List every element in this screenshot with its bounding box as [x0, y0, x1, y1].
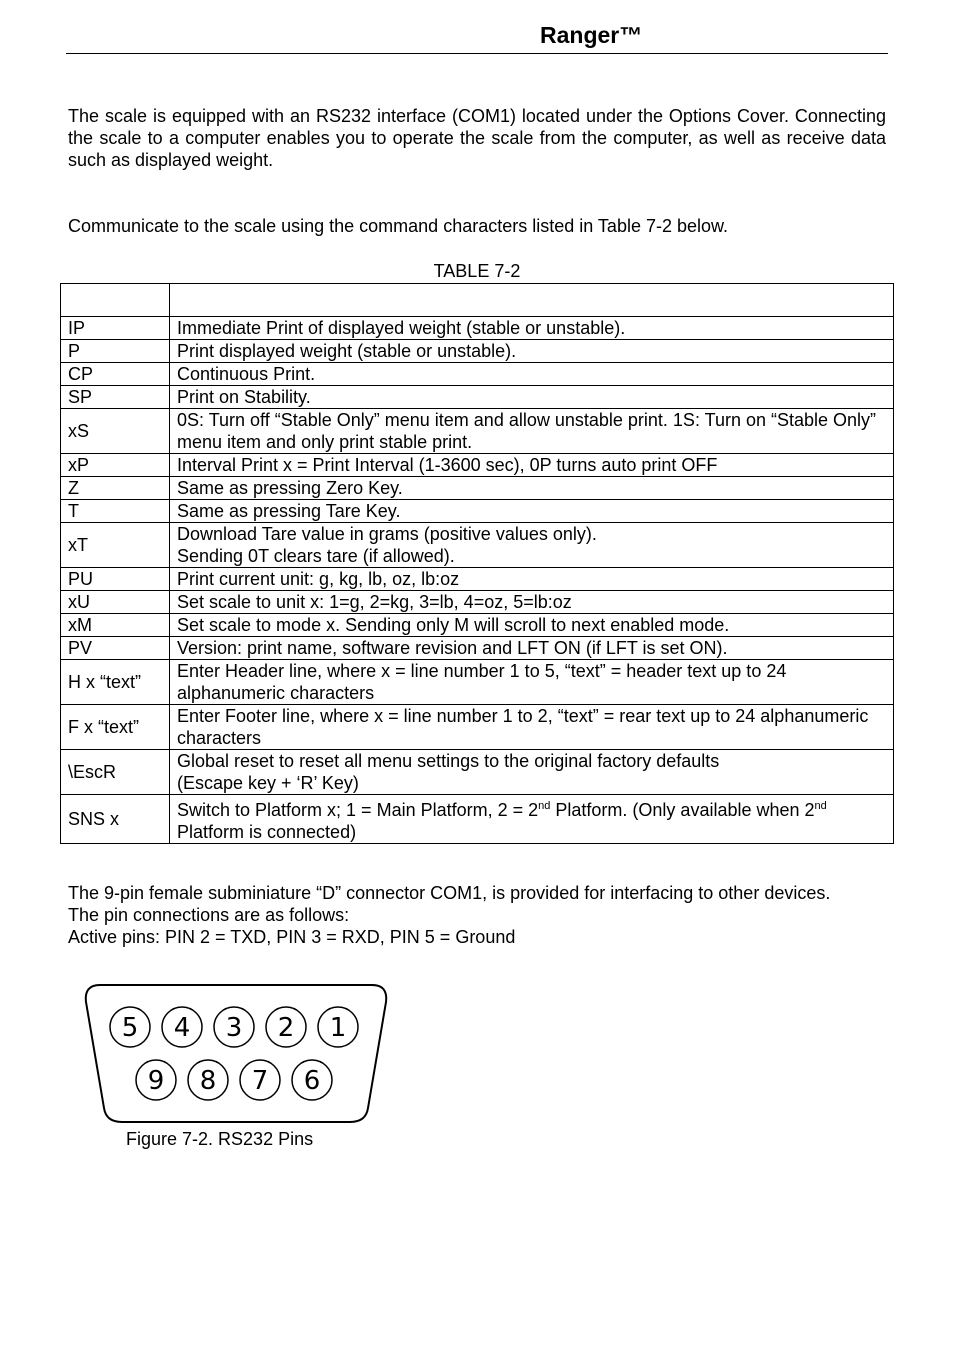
pin-label: 1 — [329, 1013, 347, 1043]
table-row — [61, 750, 894, 795]
command-cell: F x “text” — [61, 705, 170, 750]
command-cell: P — [61, 340, 170, 363]
table-row — [61, 409, 894, 454]
table-row — [61, 363, 894, 386]
desc-text: Switch to Platform x; 1 = Main Platform, 2 = 2 — [177, 800, 539, 820]
description-cell: 0S: Turn off “Stable Only” menu item and allow unstable print. 1S: Turn on “Stable Only” menu item and only print stable print. — [170, 409, 894, 454]
description-cell: Enter Footer line, where x = line number 1 to 2, “text” = rear text up to 24 alphanumeric characters — [170, 705, 894, 750]
communicate-paragraph: Communicate to the scale using the command characters listed in Table 7-2 below. — [68, 216, 729, 236]
table-row — [61, 637, 894, 660]
table-row — [61, 523, 894, 568]
description-cell: Print current unit: g, kg, lb, oz, lb:oz — [170, 568, 894, 591]
connector-line-1: The 9-pin female subminiature “D” connector COM1, is provided for interfacing to other devices. — [68, 883, 831, 903]
command-cell: Z — [61, 477, 170, 500]
description-cell: Same as pressing Zero Key. — [170, 477, 894, 500]
table-row — [61, 795, 894, 844]
command-cell: SP — [61, 386, 170, 409]
table-row — [61, 568, 894, 591]
command-cell: xM — [61, 614, 170, 637]
superscript: nd — [814, 800, 827, 812]
description-cell: Global reset to reset all menu settings to the original factory defaults (Escape key + ‘R’ Key) — [170, 750, 894, 795]
description-cell: Interval Print x = Print Interval (1-3600 sec), 0P turns auto print OFF — [170, 454, 894, 477]
intro-paragraph: The scale is equipped with an RS232 interface (COM1) located under the Options Cover. Connecting the scale to a computer enables you to operate the scale from the computer, as well as receive data such as displayed weight. — [68, 106, 886, 170]
connector-line-2: The pin connections are as follows: — [68, 905, 350, 925]
description-cell: Set scale to mode x. Sending only M will scroll to next enabled mode. — [170, 614, 894, 637]
description-cell: Print displayed weight (stable or unstable). — [170, 340, 894, 363]
table-row — [61, 614, 894, 637]
command-cell: xP — [61, 454, 170, 477]
command-cell: IP — [61, 317, 170, 340]
command-cell: CP — [61, 363, 170, 386]
command-cell: \EscR — [61, 750, 170, 795]
description-cell: Continuous Print. — [170, 363, 894, 386]
command-cell: xT — [61, 523, 170, 568]
table-header-cell — [61, 284, 170, 317]
table-row — [61, 386, 894, 409]
pin-label: 5 — [121, 1013, 139, 1043]
description-cell: Download Tare value in grams (positive values only). Sending 0T clears tare (if allowed). — [170, 523, 894, 568]
table-row — [61, 660, 894, 705]
table-row — [61, 317, 894, 340]
pin-label: 6 — [303, 1066, 321, 1096]
superscript: nd — [538, 800, 551, 812]
command-cell: H x “text” — [61, 660, 170, 705]
command-table — [60, 283, 894, 844]
table-header-cell — [170, 284, 894, 317]
description-cell — [170, 795, 894, 844]
desc-text: Platform. (Only available when 2 — [550, 800, 815, 820]
description-cell: Immediate Print of displayed weight (stable or unstable). — [170, 317, 894, 340]
table-row — [61, 705, 894, 750]
rs232-connector-figure — [80, 980, 400, 1135]
figure-caption: Figure 7-2. RS232 Pins — [126, 1129, 314, 1149]
command-cell: SNS x — [61, 795, 170, 844]
table-row — [61, 477, 894, 500]
header-divider — [66, 53, 888, 54]
pin-label: 9 — [147, 1066, 165, 1096]
table-row — [61, 591, 894, 614]
description-cell: Enter Header line, where x = line number 1 to 5, “text” = header text up to 24 alphanumeric characters — [170, 660, 894, 705]
pin-label: 2 — [277, 1013, 295, 1043]
command-cell: PV — [61, 637, 170, 660]
command-cell: xU — [61, 591, 170, 614]
table-row — [61, 340, 894, 363]
table-row — [61, 454, 894, 477]
description-cell: Same as pressing Tare Key. — [170, 500, 894, 523]
table-caption: TABLE 7-2 — [433, 261, 521, 281]
table-header-row — [61, 284, 894, 317]
pin-label: 4 — [173, 1013, 191, 1043]
desc-text: Platform is connected) — [177, 822, 357, 842]
command-cell: T — [61, 500, 170, 523]
description-cell: Set scale to unit x: 1=g, 2=kg, 3=lb, 4=oz, 5=lb:oz — [170, 591, 894, 614]
pin-label: 3 — [225, 1013, 243, 1043]
connector-description — [68, 882, 886, 948]
pin-label: 7 — [251, 1066, 269, 1096]
command-cell: PU — [61, 568, 170, 591]
connector-line-3: Active pins: PIN 2 = TXD, PIN 3 = RXD, PIN 5 = Ground — [68, 927, 516, 947]
page-header-title: Ranger™ — [540, 22, 643, 48]
command-cell: xS — [61, 409, 170, 454]
description-cell: Print on Stability. — [170, 386, 894, 409]
description-cell: Version: print name, software revision and LFT ON (if LFT is set ON). — [170, 637, 894, 660]
pin-label: 8 — [199, 1066, 217, 1096]
table-row — [61, 500, 894, 523]
connector-outline — [86, 985, 386, 1122]
db9-connector-diagram — [80, 980, 400, 1130]
